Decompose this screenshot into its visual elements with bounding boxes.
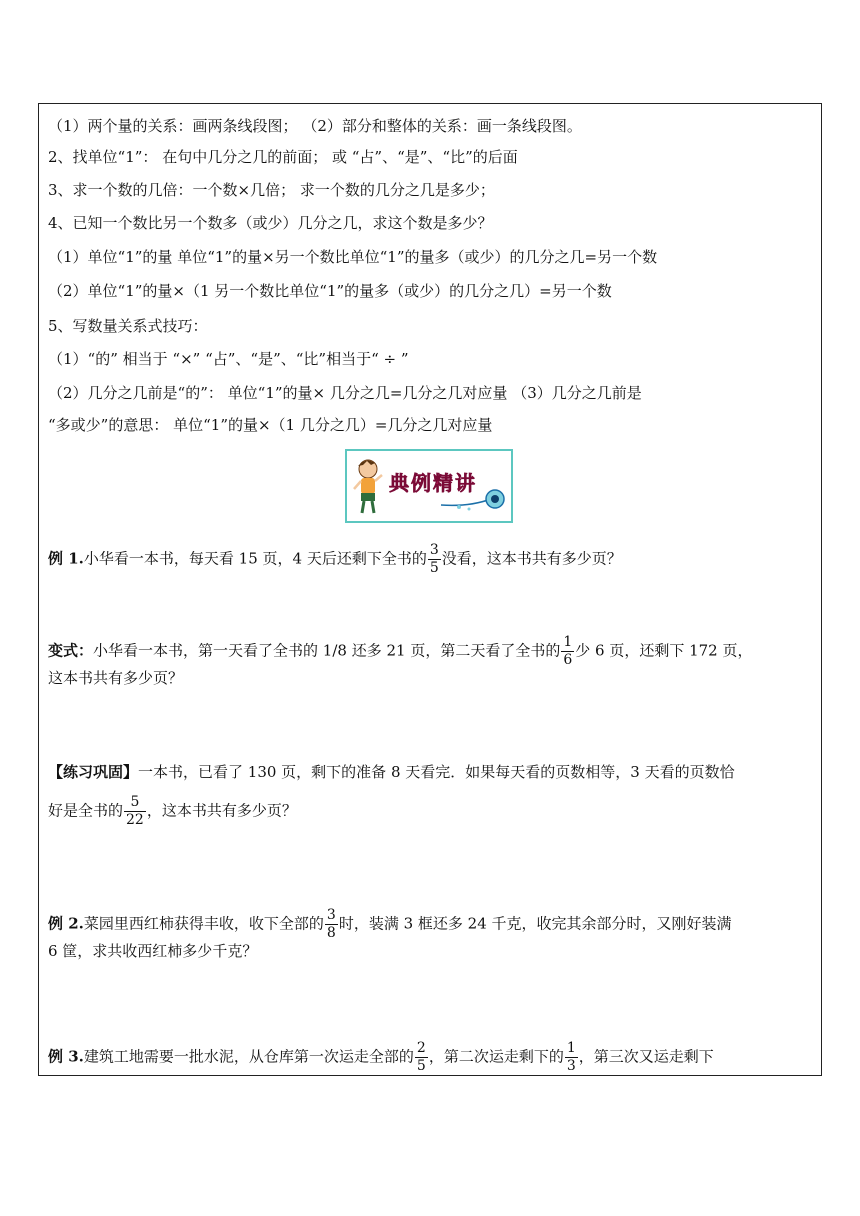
swoosh-eye-icon	[439, 485, 509, 515]
fraction-numerator: 5	[124, 794, 146, 812]
practice-line-2	[48, 794, 297, 829]
fraction-numerator: 3	[326, 907, 336, 923]
example-2-line-2: 6 筐，求共收西红柿多少千克？	[48, 942, 258, 960]
practice-text-c: ，这本书共有多少页？	[146, 801, 297, 820]
note-line-1: （1）两个量的关系：画两条线段图； （2）部分和整体的关系：画一条线段图。	[48, 117, 582, 135]
practice-label: 【练习巩固】	[48, 763, 139, 781]
note-line-5: （1）单位“1”的量 单位“1”的量×另一个数比单位“1”的量多（或少）的几分之几=另一个数	[48, 248, 658, 266]
fraction-denominator: 8	[326, 925, 336, 941]
fraction-numerator: 1	[566, 1040, 576, 1056]
variant-line-1	[48, 634, 753, 669]
fraction-denominator: 5	[416, 1058, 426, 1074]
cartoon-boy-icon	[351, 457, 385, 517]
variant-label: 变式：	[48, 641, 94, 660]
fraction-numerator: 1	[563, 634, 573, 650]
note-line-9: （2）几分之几前是“的”： 单位“1”的量× 几分之几=几分之几对应量 （3）几分之几前是	[48, 384, 642, 402]
fraction-denominator: 3	[566, 1058, 576, 1074]
example-3-text-c: ，第三次又运走剩下	[578, 1047, 714, 1066]
example-1-fraction	[428, 542, 441, 577]
variant-text-b: 少 6 页，还剩下 172 页，	[575, 641, 753, 660]
note-line-2: 2、找单位“1”： 在句中几分之几的前面； 或 “占”、“是”、“比”的后面	[48, 148, 518, 166]
practice-text-a: 一本书，已看了 130 页，剩下的准备 8 天看完．如果每天看的页数相等，3 天看的页数恰	[138, 763, 735, 781]
example-3-line-1	[48, 1040, 714, 1075]
note-line-7: 5、写数量关系式技巧：	[48, 317, 208, 335]
example-2-fraction	[325, 907, 338, 942]
note-line-6: （2）单位“1”的量×（1 另一个数比单位“1”的量多（或少）的几分之几）=另一个数	[48, 282, 612, 300]
practice-line-1	[48, 762, 735, 782]
example-3-fraction-1	[415, 1040, 428, 1075]
note-line-10: “多或少”的意思： 单位“1”的量×（1 几分之几）=几分之几对应量	[48, 416, 493, 434]
example-banner	[345, 449, 513, 523]
note-line-3: 3、求一个数的几倍：一个数×几倍； 求一个数的几分之几是多少；	[48, 181, 495, 199]
example-3-fraction-2	[565, 1040, 578, 1075]
example-2-line-1	[48, 907, 732, 942]
example-1	[48, 542, 622, 577]
example-1-text-b: 没看，这本书共有多少页？	[441, 549, 622, 568]
example-3-label: 例 3.	[48, 1047, 84, 1066]
example-2-label: 例 2.	[48, 914, 84, 933]
note-line-4: 4、已知一个数比另一个数多（或少）几分之几，求这个数是多少？	[48, 214, 493, 232]
variant-fraction	[561, 634, 574, 669]
practice-text-b: 好是全书的	[48, 801, 124, 820]
variant-line-2: 这本书共有多少页？	[48, 669, 184, 687]
example-3-text-b: ，第二次运走剩下的	[428, 1047, 564, 1066]
example-1-text-a: 小华看一本书，每天看 15 页，4 天后还剩下全书的	[83, 549, 427, 568]
example-1-label: 例 1.	[48, 549, 84, 568]
variant-text-a: 小华看一本书，第一天看了全书的 1/8 还多 21 页，第二天看了全书的	[93, 641, 561, 660]
note-line-8: （1）“的” 相当于 “×” “占”、“是”、“比”相当于“ ÷ ”	[48, 350, 409, 368]
fraction-denominator: 6	[563, 652, 573, 668]
example-2-text-b: 时，装满 3 框还多 24 千克，收完其余部分时，又刚好装满	[338, 914, 732, 933]
practice-fraction	[124, 794, 146, 829]
example-3-text-a: 建筑工地需要一批水泥，从仓库第一次运走全部的	[83, 1047, 414, 1066]
banner-title: 典例精讲	[389, 471, 477, 495]
fraction-numerator: 2	[416, 1040, 426, 1056]
fraction-denominator: 5	[429, 560, 439, 576]
fraction-numerator: 3	[429, 542, 439, 558]
fraction-denominator: 22	[126, 812, 144, 828]
example-2-text-a: 菜园里西红柿获得丰收，收下全部的	[83, 914, 324, 933]
